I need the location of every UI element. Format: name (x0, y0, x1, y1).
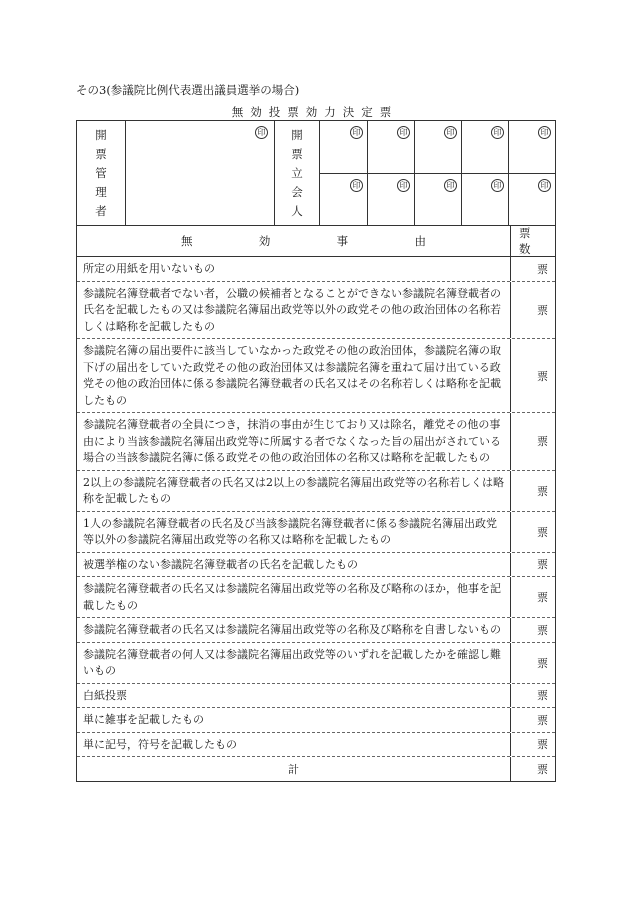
reason-text: 白紙投票 (83, 688, 127, 702)
reason-text: 参議院名簿登載者の氏名又は参議院名簿届出政党等の名称及び略称のほか，他事を記載したもの (83, 582, 501, 612)
total-label: 計 (288, 763, 299, 776)
reasons-list (77, 257, 555, 757)
seal-mark: 印 (255, 126, 268, 139)
reason-row (77, 413, 555, 471)
reason-count-field[interactable] (510, 282, 555, 339)
witness-signature-field[interactable] (320, 173, 367, 225)
reason-row (77, 618, 555, 643)
witness-signature-field[interactable] (461, 121, 508, 173)
reason-count-field[interactable] (510, 684, 555, 708)
seal-mark: 印 (397, 126, 410, 139)
witness-signature-field[interactable] (508, 173, 555, 225)
seal-mark: 印 (350, 126, 363, 139)
reason-row (77, 708, 555, 733)
manager-label-char: 管 (95, 165, 107, 180)
vote-unit: 票 (537, 303, 548, 317)
vote-unit: 票 (537, 525, 548, 539)
reason-count-field[interactable] (510, 618, 555, 642)
total-count-field[interactable] (510, 757, 555, 781)
witness-label-char: 会 (291, 184, 303, 199)
vote-unit: 票 (537, 262, 548, 276)
witness-signature-field[interactable] (414, 173, 461, 225)
seal-mark: 印 (350, 179, 363, 192)
manager-label (77, 121, 125, 225)
reason-row (77, 733, 555, 758)
manager-signature-field[interactable] (125, 121, 274, 225)
reason-row (77, 553, 555, 578)
reason-count-field[interactable] (510, 708, 555, 732)
reasons-header-char: 由 (414, 234, 426, 248)
reason-row (77, 339, 555, 413)
witness-signature-field[interactable] (367, 173, 414, 225)
reason-text: 1人の参議院名簿登載者の氏名及び当該参議院名簿登載者に係る参議院名簿届出政党等以外の参議院名簿届出政党等の名称又は略称を記載したもの (83, 516, 497, 546)
reason-row (77, 684, 555, 709)
reason-count-field[interactable] (510, 257, 555, 281)
reasons-header-char: 事 (336, 234, 349, 248)
reason-row (77, 512, 555, 553)
reason-count-field[interactable] (510, 553, 555, 577)
reasons-header-char: 効 (258, 234, 271, 248)
reason-text: 参議院名簿登載者の全員につき，抹消の事由が生じており又は除名，離党その他の事由により当該参議院名簿届出政党等に所属する者でなくなった旨の届出がされている場合の当該参議院名簿に係る政党その他の政治団体の名称又は略称を記載したもの (83, 418, 501, 464)
reason-text: 単に記号，符号を記載したもの (83, 737, 237, 751)
reason-row (77, 577, 555, 618)
reason-row (77, 471, 555, 512)
witness-signature-field[interactable] (414, 121, 461, 173)
reason-row (77, 257, 555, 282)
witness-label-char: 人 (291, 203, 303, 218)
witness-label (274, 121, 319, 225)
reason-text: 参議院名簿登載者の氏名又は参議院名簿届出政党等の名称及び略称を自書しないもの (83, 623, 501, 636)
reason-row (77, 282, 555, 340)
vote-unit: 票 (537, 435, 548, 449)
reason-count-field[interactable] (510, 339, 555, 412)
reason-text: 参議院名簿登載者の何人又は参議院名簿届出政党等のいずれを記載したかを確認し難いもの (83, 647, 501, 677)
witness-signature-field[interactable] (508, 121, 555, 173)
vote-unit: 票 (537, 738, 548, 752)
reason-count-field[interactable] (510, 643, 555, 683)
vote-unit: 票 (537, 558, 548, 572)
reason-row (77, 643, 555, 684)
manager-label-char: 開 (95, 127, 107, 142)
form-subtitle: その3(参議院比例代表選出議員選挙の場合) (76, 83, 300, 97)
seal-mark: 印 (397, 179, 410, 192)
vote-unit: 票 (537, 591, 548, 604)
total-row (77, 757, 555, 781)
reason-count-field[interactable] (510, 413, 555, 470)
reason-count-field[interactable] (510, 577, 555, 617)
manager-label-char: 理 (95, 184, 107, 199)
reason-count-field[interactable] (510, 471, 555, 511)
seal-mark: 印 (538, 126, 551, 139)
reason-count-field[interactable] (510, 512, 555, 552)
form-title: 無効投票効力決定票 (231, 105, 399, 119)
reason-text: 単に雑事を記載したもの (83, 713, 204, 726)
manager-label-char: 票 (95, 146, 107, 161)
vote-unit: 票 (537, 689, 548, 703)
reasons-header (77, 226, 555, 257)
witness-label-char: 立 (291, 165, 303, 180)
officials-section (77, 121, 555, 226)
seal-mark: 印 (444, 179, 457, 192)
vote-unit: 票 (537, 484, 548, 498)
witness-signature-field[interactable] (461, 173, 508, 225)
vote-unit: 票 (537, 369, 548, 383)
vote-unit: 票 (537, 713, 548, 727)
vote-unit: 票 (537, 763, 548, 776)
witness-label-char: 票 (291, 146, 303, 161)
reason-text: 参議院名簿の届出要件に該当していなかった政党その他の政治団体，参議院名簿の取下げの届出をしていた政党その他の政治団体又は参議院名簿を重ねて届け出ている政党その他の政治団体に係る参議院名簿登載者の氏名又はその名称若しくは略称を記載したもの (83, 344, 501, 407)
reasons-header-label (77, 226, 510, 256)
count-header: 票数 (510, 226, 555, 256)
witness-signature-field[interactable] (320, 121, 367, 173)
reason-text: 所定の用紙を用いないもの (83, 262, 215, 275)
seal-mark: 印 (444, 126, 457, 139)
seal-mark: 印 (538, 179, 551, 192)
reason-text: 参議院名簿登載者でない者，公職の候補者となることができない参議院名簿登載者の氏名を記載したもの又は参議院名簿届出政党等以外の政党その他の政治団体の名称若しくは略称を記載したもの (83, 286, 501, 333)
witness-signature-field[interactable] (367, 121, 414, 173)
vote-unit: 票 (537, 656, 548, 670)
vote-unit: 票 (537, 623, 548, 637)
reason-count-field[interactable] (510, 733, 555, 757)
reasons-header-char: 無 (181, 234, 193, 248)
manager-label-char: 者 (95, 203, 107, 218)
reason-text: 2以上の参議院名簿登載者の氏名又は2以上の参議院名簿届出政党等の名称若しくは略称を記載したもの (83, 475, 504, 505)
reason-text: 被選挙権のない参議院名簿登載者の氏名を記載したもの (83, 557, 358, 571)
seal-mark: 印 (491, 179, 504, 192)
invalid-vote-form (76, 120, 556, 782)
witness-signature-grid (319, 121, 555, 225)
witness-label-char: 開 (291, 127, 303, 142)
seal-mark: 印 (491, 126, 504, 139)
